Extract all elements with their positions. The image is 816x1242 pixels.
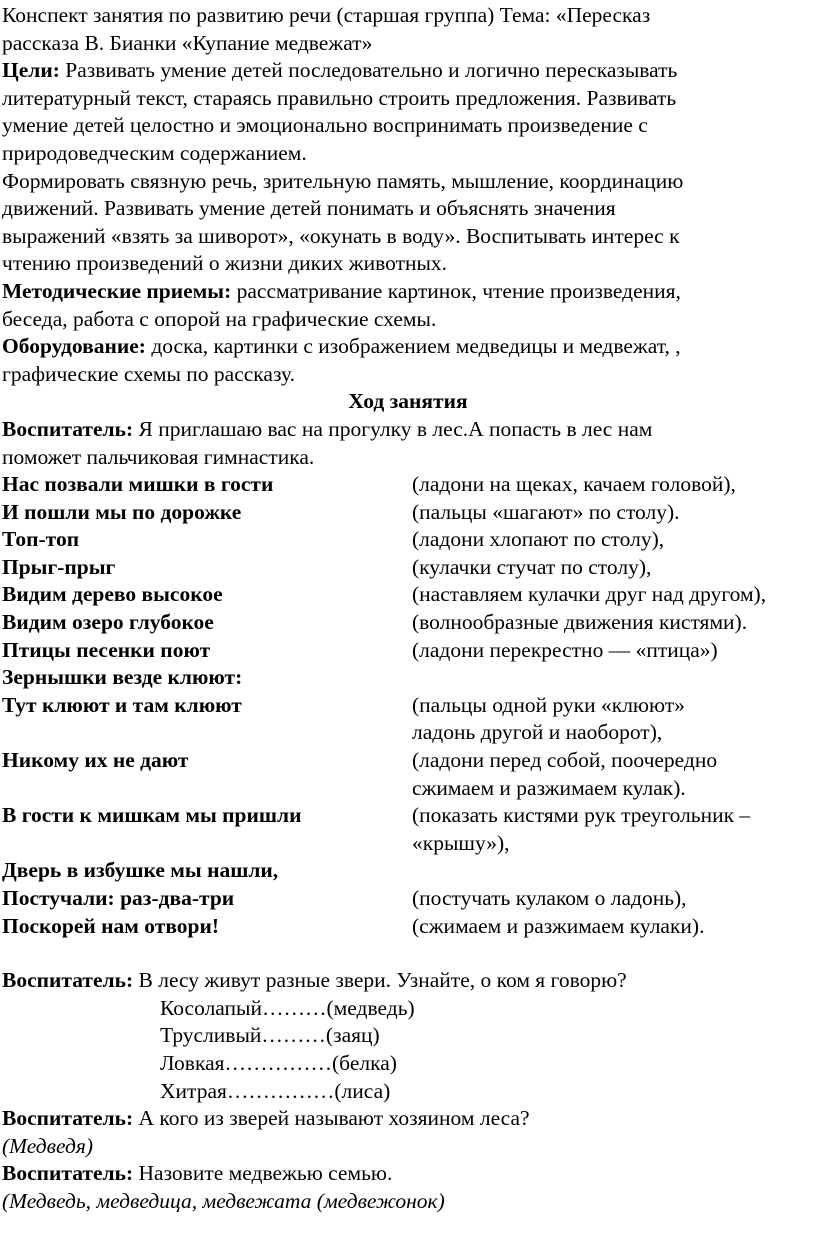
- goals-line: литературный текст, стараясь правильно строить предложения. Развивать: [2, 85, 677, 110]
- action-text: (ладони перед собой, поочередно: [412, 748, 718, 773]
- verse-text: В гости к мишкам мы пришли: [2, 803, 302, 828]
- methods-text: рассматривание картинок, чтение произведения,: [231, 278, 681, 303]
- gymnastics-row: [2, 857, 814, 885]
- question-2: [2, 1160, 814, 1188]
- methods-label: Методические приемы:: [2, 278, 232, 303]
- gymnastics-row: [2, 554, 814, 582]
- question-1-text: А кого из зверей называют хозяином леса?: [133, 1106, 530, 1131]
- gymnastics-row: [2, 885, 814, 913]
- spacer: [2, 940, 814, 967]
- gymnastics-row: [2, 802, 814, 830]
- gymnastics-row: [2, 637, 814, 665]
- course-heading: Ход занятия: [348, 389, 468, 414]
- gymnastics-row: [2, 692, 814, 720]
- action-text: (постучать кулаком о ладонь),: [412, 886, 687, 910]
- verse-text: [2, 719, 412, 747]
- verse-text: Нас позвали мишки в гости: [2, 472, 274, 497]
- gymnastics-row: [2, 775, 814, 803]
- verse-text: Видим озеро глубокое: [2, 610, 214, 635]
- title-line-2: рассказа В. Бианки «Купание медвежат»: [2, 30, 373, 55]
- gymnastics-row: [2, 747, 814, 775]
- verse-text: [2, 830, 412, 858]
- action-text: сжимаем и разжимаем кулак).: [412, 775, 686, 800]
- teacher-label: Воспитатель:: [2, 1106, 134, 1131]
- gymnastics-row: [2, 719, 814, 747]
- equipment-line-1: [2, 333, 814, 361]
- question-1: [2, 1105, 814, 1133]
- goals-line: Формировать связную речь, зрительную память, мышление, координацию: [2, 168, 684, 193]
- gymnastics-row: [2, 913, 814, 941]
- teacher-label: Воспитатель:: [2, 416, 134, 441]
- verse-text: Птицы песенки поют: [2, 637, 211, 662]
- riddle-item: Хитрая……………(лиса): [160, 1078, 391, 1103]
- title-line-1: Конспект занятия по развитию речи (старшая группа) Тема: «Пересказ: [2, 3, 651, 27]
- answer-1: (Медведя): [2, 1133, 94, 1158]
- verse-text: Постучали: раз-два-три: [2, 886, 235, 910]
- intro-line-1: [2, 416, 814, 444]
- intro-text: Я приглашаю вас на прогулку в лес.А попасть в лес нам: [133, 416, 653, 441]
- verse-text: Тут клюют и там клюют: [2, 692, 242, 717]
- gymnastics-row: [2, 581, 814, 609]
- verse-text: Дверь в избушке мы нашли,: [2, 858, 279, 883]
- riddle-item: Трусливый………(заяц): [160, 1023, 380, 1048]
- goals-label: Цели:: [2, 58, 60, 83]
- goals-line: выражений «взять за шиворот», «окунать в воду». Воспитывать интерес к: [2, 223, 680, 248]
- riddle-item: Ловкая……………(белка): [160, 1050, 397, 1075]
- methods-line-2: беседа, работа с опорой на графические схемы.: [2, 306, 437, 331]
- action-text: (сжимаем и разжимаем кулаки).: [412, 913, 705, 938]
- equipment-line-2: графические схемы по рассказу.: [2, 361, 295, 386]
- verse-text: Топ-топ: [2, 527, 80, 552]
- gymnastics-row: [2, 471, 814, 499]
- verse-text: Видим дерево высокое: [2, 582, 223, 607]
- equipment-text: доска, картинки с изображением медведицы и медвежат, ,: [145, 334, 681, 359]
- goals-line: умение детей целостно и эмоционально воспринимать произведение с: [2, 113, 648, 138]
- action-text: (волнообразные движения кистями).: [412, 610, 748, 635]
- verse-text: Зернышки везде клюют:: [2, 665, 243, 690]
- action-text: (пальцы одной руки «клюют»: [412, 692, 685, 717]
- gymnastics-row: [2, 830, 814, 858]
- riddle-intro: [2, 967, 814, 995]
- methods-line-1: [2, 278, 814, 306]
- verse-text: Прыг-прыг: [2, 554, 116, 579]
- question-2-text: Назовите медвежью семью.: [133, 1161, 393, 1186]
- action-text: (ладони на щеках, качаем головой),: [412, 472, 736, 497]
- gymnastics-row: [2, 499, 814, 527]
- document-page: [2, 2, 814, 1216]
- teacher-label: Воспитатель:: [2, 968, 134, 993]
- gymnastics-row: [2, 526, 814, 554]
- intro-line-2: поможет пальчиковая гимнастика.: [2, 444, 315, 469]
- goals-line: чтению произведений о жизни диких животных.: [2, 251, 448, 276]
- goals-line: природоведческим содержанием.: [2, 140, 307, 165]
- riddle-item: Косолапый………(медведь): [160, 995, 415, 1020]
- action-text: (пальцы «шагают» по столу).: [412, 499, 680, 524]
- action-text: (ладони хлопают по столу),: [412, 527, 665, 552]
- action-text: (показать кистями рук треугольник –: [412, 803, 751, 828]
- action-text: ладонь другой и наоборот),: [412, 720, 663, 745]
- goals-line: движений. Развивать умение детей понимать и объяснять значения: [2, 196, 616, 221]
- action-text: (ладони перекрестно — «птица»): [412, 637, 718, 662]
- answer-2: (Медведь, медведица, медвежата (медвежонок): [2, 1188, 445, 1213]
- verse-text: Никому их не дают: [2, 748, 189, 773]
- teacher-label: Воспитатель:: [2, 1161, 134, 1186]
- gymnastics-row: [2, 664, 814, 692]
- verse-text: Поскорей нам отвори!: [2, 913, 220, 938]
- action-text: (наставляем кулачки друг над другом),: [412, 582, 767, 607]
- goals-line-1: [2, 57, 814, 85]
- gymnastics-row: [2, 609, 814, 637]
- verse-text: И пошли мы по дорожке: [2, 499, 242, 524]
- action-text: «крышу»),: [412, 830, 510, 855]
- action-text: (кулачки стучат по столу),: [412, 554, 652, 579]
- riddle-intro-text: В лесу живут разные звери. Узнайте, о ком я говорю?: [133, 968, 627, 993]
- verse-text: [2, 775, 412, 803]
- equipment-label: Оборудование:: [2, 334, 146, 359]
- goals-text: Развивать умение детей последовательно и логично пересказывать: [59, 58, 678, 83]
